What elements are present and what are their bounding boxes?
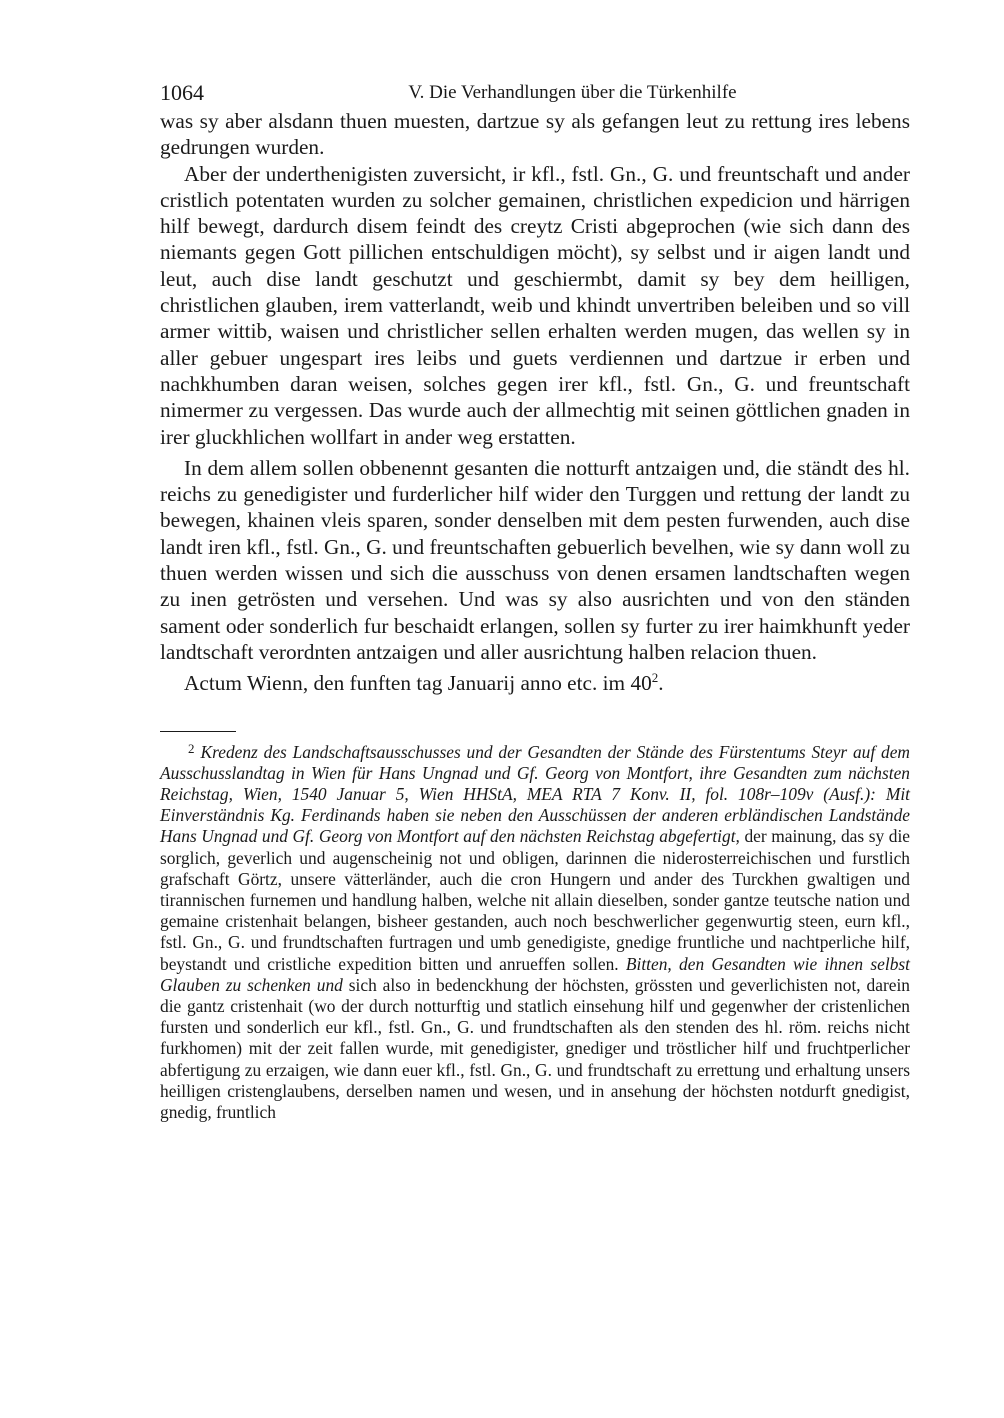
page-number: 1064 (160, 80, 204, 105)
paragraph-1: was sy aber alsdann thuen muesten, dartzue sy als gefangen leut zu rettung ires lebens gedrungen wurden. (160, 109, 910, 160)
running-head (160, 78, 910, 108)
running-title: V. Die Verhandlungen über die Türkenhilfe (408, 82, 737, 103)
closing-text: Actum Wienn, den funften tag Januarij anno etc. im 40 (184, 671, 652, 696)
paragraph-2: Aber der underthenigisten zuversicht, ir kfl., fstl. Gn., G. und freuntschaft und ander cristlich potentaten wurden zu solcher gemainen, christlichen expedicion und härrigen hilf bewegt, dardurch disem feindt des creytz Cristi abgeprochen (wie sich dann des niemants gegen Gott pillichen entschuldigen möcht), sy selbst und ir aigen landt und leut, auch dise landt geschutzt und geschiermbt, damit sy bey dem heilligen, christlichen glauben, irem vatterlandt, weib und khindt unvertriben beleiben und so vill armer wittib, waisen und christlicher sellen erhalten werden mugen, das wellen sy in aller gebuer ungespart ires leibs und guets verdiennen und dartzue ir erben und nachkhumben daran weisen, solches gegen irer kfl., fstl. Gn., G. und freuntschaft nimermer zu vergessen. Das wurde auch der allmechtig mit seinen göttlichen gnaden in irer gluckhlichen wollfart in ander weg erstatten. (160, 161, 910, 449)
footnote (160, 738, 910, 1124)
footnote-rule (160, 731, 236, 732)
footnote-reference: 2 (651, 670, 659, 686)
main-text (160, 108, 910, 697)
closing-period: . (658, 671, 664, 696)
closing-line (160, 670, 910, 696)
footnote-italic-1: Kredenz des Landschaftsausschusses und der Gesandten der Stände des Fürstentums Steyr auf dem Ausschusslandtag in Wien für Hans Ungnad und Gf. Georg von Montfort, ihre Gesandten zum nächsten Reichstag, Wien, 1540 Januar 5, Wien HHStA, MEA RTA 7 Konv. II, fol. 108r–109v (Ausf.): Mit Einverständnis Kg. Ferdinands haben sie neben den Ausschüssen der anderen erbländischen Landstände Hans Ungnad und Gf. Georg von Montfort auf den nächsten Reichstag abgefertigt, (160, 741, 910, 847)
footnote-italic-2: Bitten, den Gesandten wie ihnen selbst Glauben zu schenken und (160, 953, 910, 995)
footnote-text-1: der mainung, das sy die sorglich, geverlich und augenscheinig not und obligen, darinnen die niderosterreichischen und furstlich grafschaft Görtz, unsere vätterländer, auch die cron Hungern und ander des Turckhen gwaltigen und tirannischen furnemen und handlung halben, welche nit allain dieselben, sonder gantze teutsche nation und gemaine cristenhait belangen, bisheer gestanden, auch noch beschwerlicher gegenwurtig steen, eurn kfl., fstl. Gn., G. und frundtschaften furtragen und umb genedigiste, gnedige fruntliche und nachtperliche hilf, beystandt und cristliche expedition bitten und anrueffen sollen. (160, 826, 911, 974)
footnote-text-2: sich also in bedenckhung der höchsten, grössten und geverlichisten not, darein die gantz cristenhait (wo der durch notturftig und statlich einsehung hilf und gegenwher der cristenlichen fursten und sonderlich eur kfl., fstl. Gn., G. und frundtschaften als den stenden des hl. röm. reichs nicht furkhomen) mit der zeit fallen wurde, mit genedigister, gnediger und tröstlicher hilf und fruchtperlicher abfertigung zu erzaigen, wie dann euer kfl., fstl. Gn., G. und frundtschaft zu errettung und erhaltung unsers heilligen cristenglaubens, derselben namen und wesen, und in ansehung der höchsten notdurft gnedigist, gnedig, fruntlich (160, 974, 910, 1122)
paragraph-3: In dem allem sollen obbenennt gesanten die notturft antzaigen und, die ständt des hl. reichs zu genedigister und furderlicher hilf wider den Turggen und rettung der landt zu bewegen, khainen vleis sparen, sonder denselben mit dem pesten furwenden, auch dise landt iren kfl., fstl. Gn., G. und freuntschaften gebuerlich bevelhen, wie sy dann woll zu thuen werden wissen und sich die ausschuss von denen ersamen landtschaften wegen zu inen getrösten und versehen. Und was sy also ausrichten und von den ständen sament oder sonderlich fur beschaidt erlangen, sollen sy furter zu irer haimkhunft yeder landtschaft verordnten antzaigen und aller ausrichtung halben relacion thuen. (160, 455, 910, 664)
footnote-mark: 2 (188, 740, 195, 756)
page (160, 78, 910, 1123)
